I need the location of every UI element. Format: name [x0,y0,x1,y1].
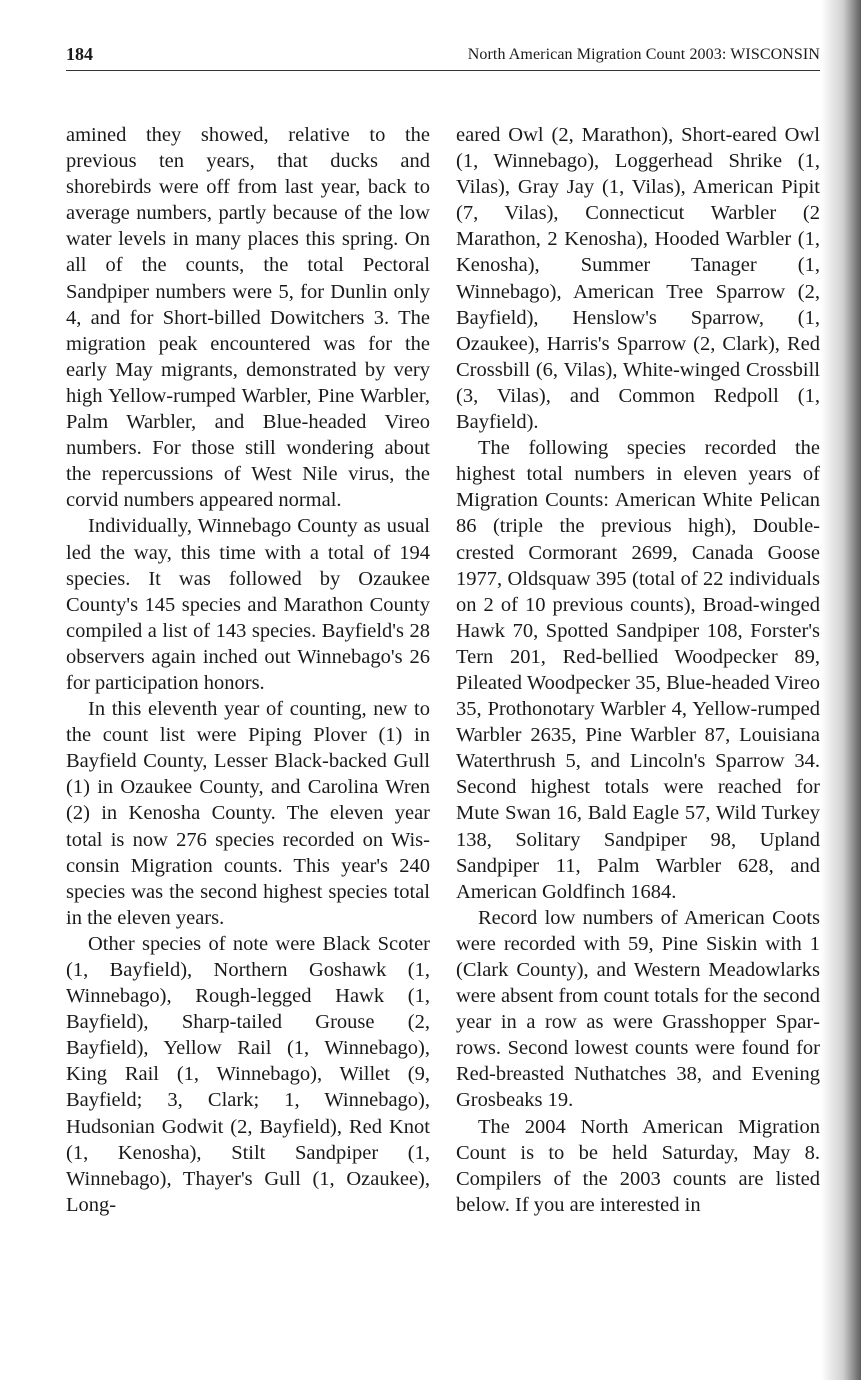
right-column [456,122,820,1218]
paragraph: eared Owl (2, Marathon), Short-eared Owl (1, Winnebago), Loggerhead Shrike (1, Vilas), Gray Jay (1, Vilas), American Pipit (7, Vilas), Connecticut Warbler (2 Marathon, 2 Kenosha), Hooded Warbler (1, Kenosha), Summer Tanager (1, Winnebago), American Tree Sparrow (2, Bayfield), Henslow's Sparrow, (1, Ozaukee), Harris's Sparrow (2, Clark), Red Crossbill (6, Vilas), White-winged Crossbill (3, Vilas), and Common Redpoll (1, Bayfield). [456,124,820,434]
paragraph: The following species recorded the highest total numbers in eleven years of Migration Counts: American White Pelican 86 (triple the previous high), Double-crested Cormorant 2699, Canada Goose 1977, Oldsquaw 395 (total of 22 individuals on 2 of 10 previous counts), Broad-winged Hawk 70, Spotted Sandpiper 108, Forster's Tern 201, Red-bellied Woodpecker 89, Pileated Woodpecker 35, Blue-headed Vireo 35, Prothonotary Warbler 4, Yellow-rumped Warbler 2635, Pine Warbler 87, Louisiana Waterthrush 5, and Lincoln's Sparrow 34. Second highest totals were reached for Mute Swan 16, Bald Eagle 57, Wild Turkey 138, Solitary Sandpiper 98, Upland Sandpiper 11, Palm Warbler 628, and American Goldfinch 1684. [456,437,820,903]
paragraph: The 2004 North American Migration Count is to be held Saturday, May 8. Compilers of the 2003 counts are listed below. If you are interested in [456,1115,820,1216]
paragraph: amined they showed, relative to the previous ten years, that ducks and shorebirds were off from last year, back to average numbers, partly because of the low water levels in many places this spring. On all of the counts, the total Pectoral Sandpiper numbers were 5, for Dunlin only 4, and for Short-billed Dowitchers 3. The migration peak encountered was for the early May migrants, demonstrated by very high Yellow-rumped Warbler, Pine Warbler, Palm Warbler, and Blue-headed Vireo numbers. For those still wondering about the repercussions of West Nile virus, the corvid numbers appeared normal. [66,124,430,512]
left-column [66,122,430,1218]
paragraph: Individually, Winnebago County as usual led the way, this time with a total of 194 species. It was followed by Ozaukee County's 145 species and Marathon County compiled a list of 143 species. Bayfield's 28 observers again inched out Winnebago's 26 for participation honors. [66,515,430,694]
paragraph: Other species of note were Black Scoter (1, Bayfield), Northern Goshawk (1, Winnebago), Rough-legged Hawk (1, Bayfield), Sharp-tailed Grouse (2, Bayfield), Yellow Rail (1, Winnebago), King Rail (1, Winnebago), Willet (9, Bayfield; 3, Clark; 1, Winnebago), Hudsonian Godwit (2, Bayfield), Red Knot (1, Kenosha), Stilt Sandpiper (1, Winnebago), Thayer's Gull (1, Ozaukee), Long- [66,932,430,1216]
page-number: 184 [66,44,93,64]
page-edge-shadow [821,0,861,1380]
paragraph: Record low numbers of American Coots were recorded with 59, Pine Siskin with 1 (Clark County), and Western Meadowlarks were absent from count totals for the second year in a row as were Grasshopper Sparrows. Second lowest counts were found for Red-breasted Nuthatches 38, and Evening Grosbeaks 19. [456,906,820,1112]
paragraph: In this eleventh year of counting, new to the count list were Piping Plover (1) in Bayfield County, Lesser Black-backed Gull (1) in Ozaukee County, and Carolina Wren (2) in Kenosha County. The eleven year total is now 276 species recorded on Wisconsin Migration counts. This year's 240 species was the second highest species total in the eleven years. [66,698,430,929]
page-header [66,44,820,71]
running-head: North American Migration Count 2003: WISCONSIN [467,46,820,63]
